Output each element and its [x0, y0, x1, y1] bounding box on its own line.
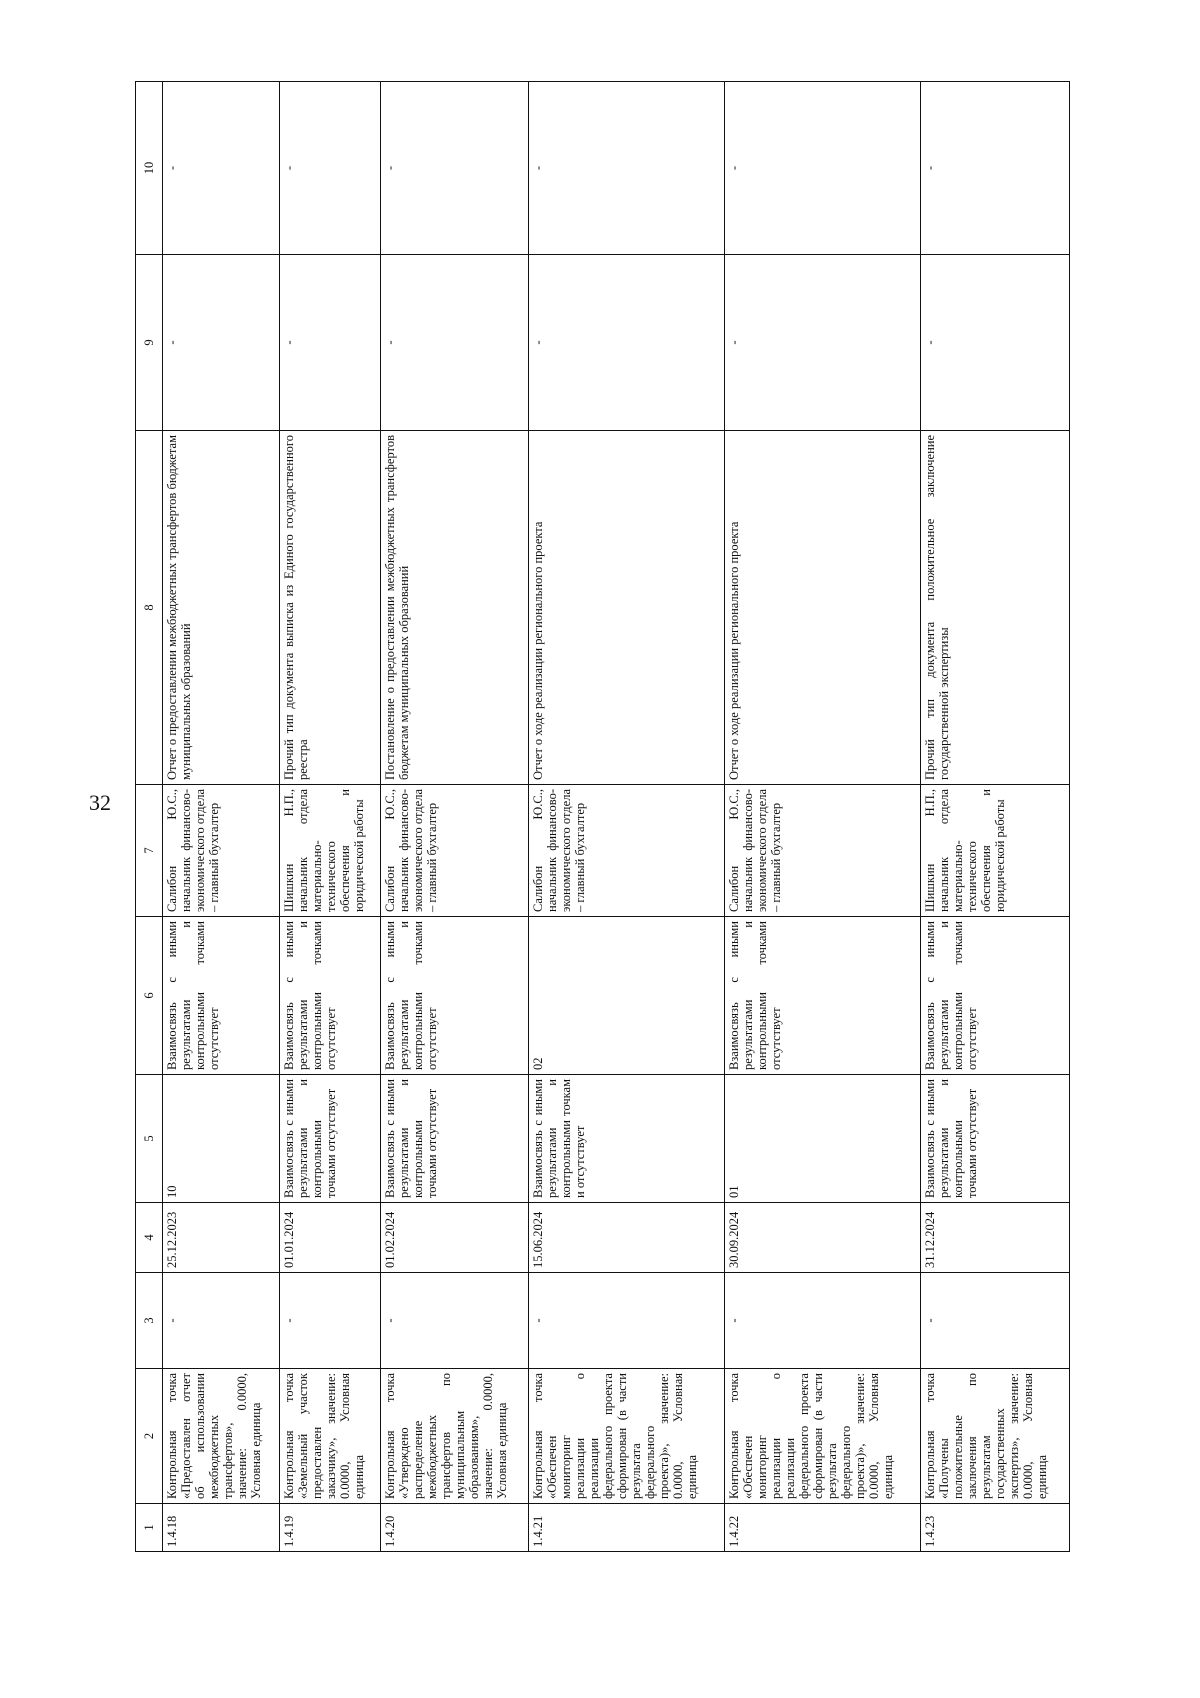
cell-col-5: 01 [725, 1075, 921, 1203]
cell-col-5: Взаимосвязь с иными результатами и контрольными точками отсутствует [921, 1075, 1070, 1203]
table-row [380, 82, 529, 1552]
row-number-cell: 1.4.20 [380, 1504, 529, 1552]
responsible-cell: Салибон Ю.С., начальник финансово-экономического отдела – главный бухгалтер [163, 785, 280, 917]
cell-col-3: - [380, 1273, 529, 1369]
row-number-cell: 1.4.18 [163, 1504, 280, 1552]
control-point-cell: Контрольная точка «Обеспечен мониторинг реализации о реализации федерального проекта сформирован (в части результата федерального проекта)», значение: 0.0000, Условная единица [725, 1369, 921, 1504]
control-point-cell: Контрольная точка «Предоставлен отчет об использовании межбюджетных трансфертов», значение: 0.0000, Условная единица [163, 1369, 280, 1504]
row-number-cell: 1.4.22 [725, 1504, 921, 1552]
header-cell-6: 6 [136, 917, 163, 1075]
cell-col-9: - [279, 255, 380, 431]
cell-col-6: Взаимосвязь с иными результатами и контрольными точками отсутствует [725, 917, 921, 1075]
table-row [725, 82, 921, 1552]
cell-col-10: - [163, 82, 280, 255]
responsible-cell: Салибон Ю.С., начальник финансово-экономического отдела – главный бухгалтер [380, 785, 529, 917]
cell-col-6: Взаимосвязь с иными результатами и контрольными точками отсутствует [921, 917, 1070, 1075]
cell-col-9: - [529, 255, 725, 431]
cell-col-5: Взаимосвязь с иными результатами и контрольными точками отсутствует [279, 1075, 380, 1203]
cell-col-10: - [921, 82, 1070, 255]
document-cell: Постановление о предоставлении межбюджетных трансфертов бюджетам муниципальных образований [380, 431, 529, 785]
document-cell: Отчет о ходе реализации регионального проекта [725, 431, 921, 785]
date-cell: 15.06.2024 [529, 1203, 725, 1273]
table-row [529, 82, 725, 1552]
cell-col-9: - [725, 255, 921, 431]
cell-col-10: - [380, 82, 529, 255]
responsible-cell: Салибон Ю.С., начальник финансово-экономического отдела – главный бухгалтер [725, 785, 921, 917]
date-cell: 30.09.2024 [725, 1203, 921, 1273]
page-number: 32 [89, 790, 111, 815]
table-row [279, 82, 380, 1552]
date-cell: 31.12.2024 [921, 1203, 1070, 1273]
cell-col-3: - [921, 1273, 1070, 1369]
cell-col-3: - [725, 1273, 921, 1369]
row-number-cell: 1.4.19 [279, 1504, 380, 1552]
control-points-table [135, 81, 1070, 1552]
cell-col-5: Взаимосвязь с иными результатами и контрольными точками отсутствует [380, 1075, 529, 1203]
document-cell: Отчет о предоставлении межбюджетных трансфертов бюджетам муниципальных образований [163, 431, 280, 785]
table-row [163, 82, 280, 1552]
date-cell: 01.01.2024 [279, 1203, 380, 1273]
cell-col-6: Взаимосвязь с иными результатами и контрольными точками отсутствует [380, 917, 529, 1075]
header-cell-3: 3 [136, 1273, 163, 1369]
cell-col-3: - [279, 1273, 380, 1369]
cell-col-10: - [725, 82, 921, 255]
date-cell: 01.02.2024 [380, 1203, 529, 1273]
document-cell: Прочий тип документа положительное заключение государственной экспертизы [921, 431, 1070, 785]
control-point-cell: Контрольная точка «Обеспечен мониторинг реализации о реализации федерального проекта сформирован (в части результата федерального проекта)», значение: 0.0000, Условная единица [529, 1369, 725, 1504]
cell-col-9: - [163, 255, 280, 431]
header-cell-2: 2 [136, 1369, 163, 1504]
cell-col-3: - [163, 1273, 280, 1369]
table-row [921, 82, 1070, 1552]
document-cell: Отчет о ходе реализации регионального проекта [529, 431, 725, 785]
cell-col-9: - [921, 255, 1070, 431]
header-cell-10: 10 [136, 82, 163, 255]
header-cell-4: 4 [136, 1203, 163, 1273]
cell-col-6: 02 [529, 917, 725, 1075]
cell-col-6: Взаимосвязь с иными результатами и контрольными точками отсутствует [279, 917, 380, 1075]
rotated-table-container [135, 82, 1070, 1552]
responsible-cell: Шишкин Н.П., начальник отдела материально-технического обеспечения и юридической работы [279, 785, 380, 917]
control-point-cell: Контрольная точка «Утверждено распределение межбюджетных трансфертов по муниципальным образованиям», значение: 0.0000, Условная единица [380, 1369, 529, 1504]
control-point-cell: Контрольная точка «Получены положительные заключения по результатам государственных экспертиз», значение: 0.0000, Условная единица [921, 1369, 1070, 1504]
control-point-cell: Контрольная точка «Земельный участок предоставлен заказчику», значение: 0.0000, Условная единица [279, 1369, 380, 1504]
header-cell-5: 5 [136, 1075, 163, 1203]
header-cell-7: 7 [136, 785, 163, 917]
header-cell-8: 8 [136, 431, 163, 785]
row-number-cell: 1.4.21 [529, 1504, 725, 1552]
header-cell-9: 9 [136, 255, 163, 431]
document-cell: Прочий тип документа выписка из Единого государственного реестра [279, 431, 380, 785]
cell-col-5: Взаимосвязь с иными результатами и контрольными точкам и отсутствует [529, 1075, 725, 1203]
cell-col-6: Взаимосвязь с иными результатами и контрольными точками отсутствует [163, 917, 280, 1075]
cell-col-10: - [279, 82, 380, 255]
cell-col-9: - [380, 255, 529, 431]
cell-col-10: - [529, 82, 725, 255]
cell-col-3: - [529, 1273, 725, 1369]
header-row [136, 82, 163, 1552]
cell-col-5: 10 [163, 1075, 280, 1203]
date-cell: 25.12.2023 [163, 1203, 280, 1273]
row-number-cell: 1.4.23 [921, 1504, 1070, 1552]
header-cell-1: 1 [136, 1504, 163, 1552]
responsible-cell: Шишкин Н.П., начальник отдела материально-технического обеспечения и юридической работы [921, 785, 1070, 917]
responsible-cell: Салибон Ю.С., начальник финансово-экономического отдела – главный бухгалтер [529, 785, 725, 917]
